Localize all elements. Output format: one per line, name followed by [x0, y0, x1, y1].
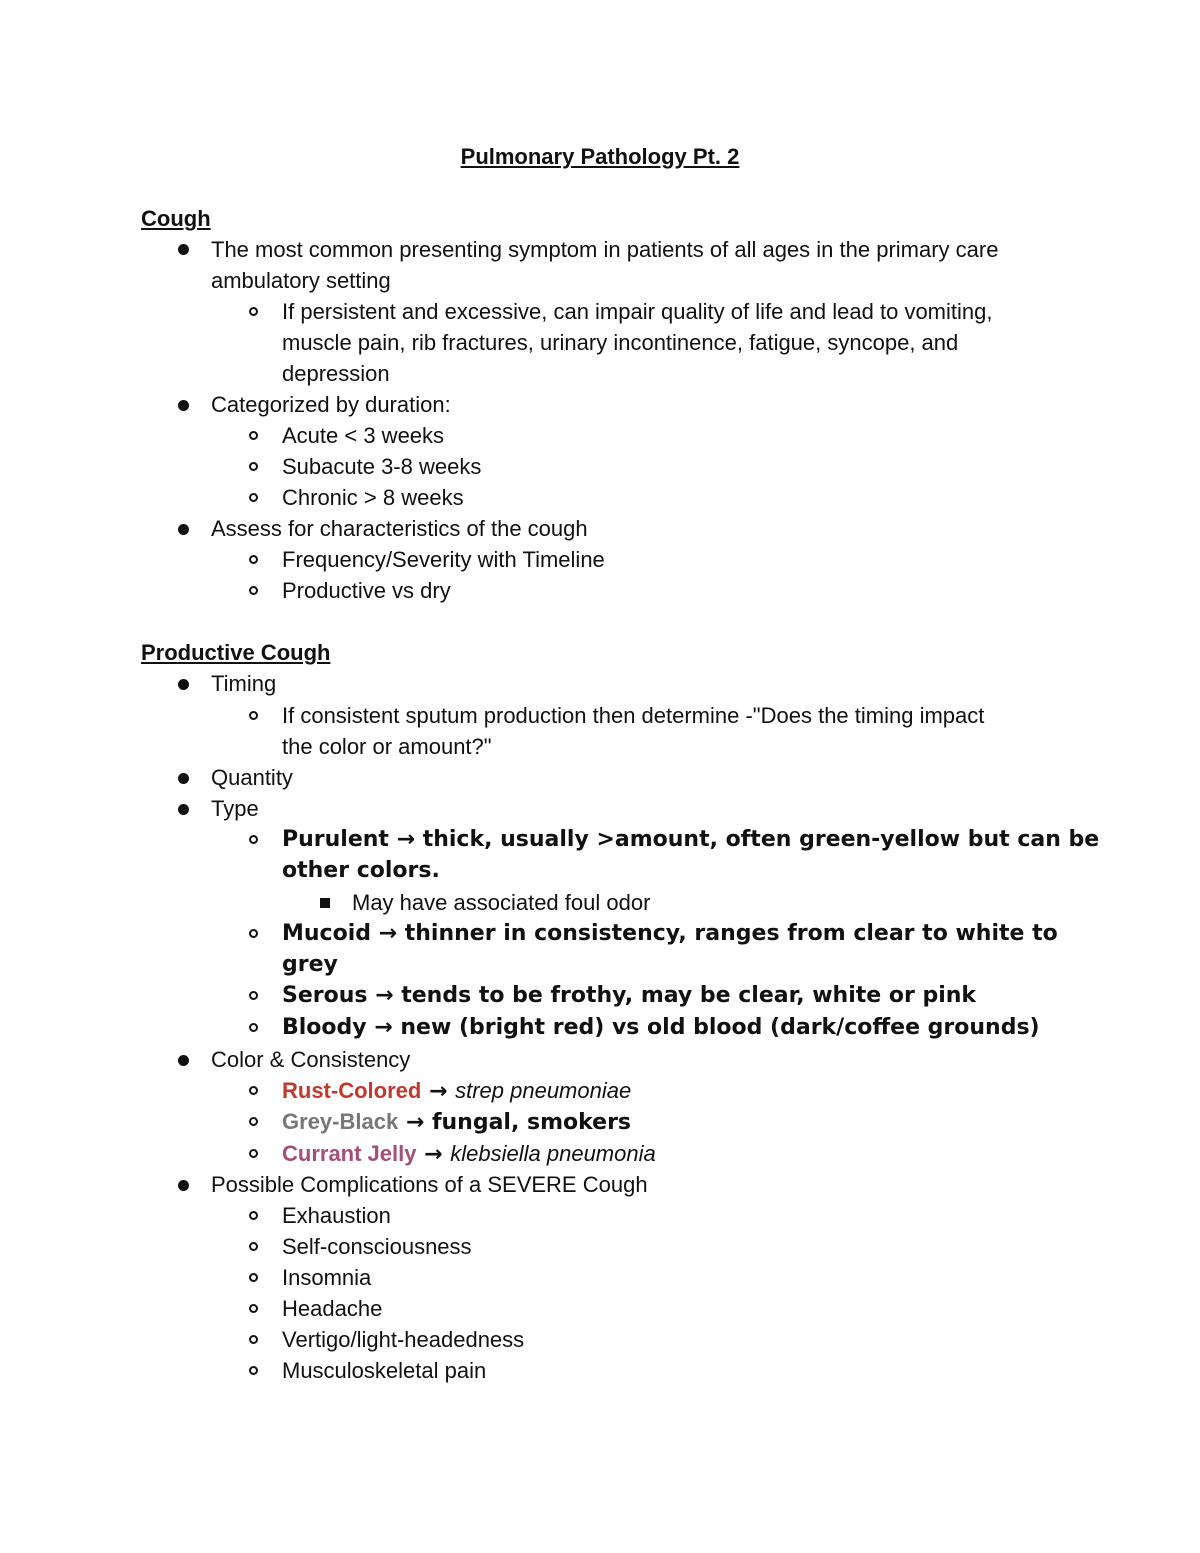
bullet-circle	[249, 1366, 258, 1375]
arrow: →	[421, 1079, 456, 1104]
bullet-circle	[249, 431, 258, 440]
section-heading-productive-cough: Productive Cough	[141, 640, 331, 665]
page-title: Pulmonary Pathology Pt. 2	[460, 144, 740, 169]
sputum-type-purulent: Purulent → thick, usually >amount, often green-yellow but can be	[282, 827, 1100, 852]
bullet-circle	[249, 1273, 258, 1282]
sub-list-item: If consistent sputum production then determine -"Does the timing impact	[282, 703, 985, 728]
bullet-circle	[249, 307, 258, 316]
bullet-circle	[249, 835, 258, 844]
list-item: Color & Consistency	[211, 1047, 411, 1072]
sub-list-item: Frequency/Severity with Timeline	[282, 547, 605, 572]
bullet-circle	[249, 1304, 258, 1313]
complication-item: Headache	[282, 1296, 383, 1321]
bullet-circle	[249, 1023, 258, 1032]
color-value-currant: klebsiella pneumonia	[450, 1141, 656, 1166]
bullet-circle	[249, 991, 258, 1000]
list-item-cont: ambulatory setting	[211, 268, 391, 293]
color-value-grey: → fungal, smokers	[398, 1110, 632, 1135]
list-item: Categorized by duration:	[211, 392, 451, 417]
sub-sub-list-item: May have associated foul odor	[352, 890, 651, 915]
complication-item: Musculoskeletal pain	[282, 1358, 487, 1383]
sub-list-item-cont: depression	[282, 361, 390, 386]
bullet-circle	[249, 1149, 258, 1158]
list-item: Quantity	[211, 765, 293, 790]
bullet-circle	[249, 929, 258, 938]
bullet-dot	[178, 1055, 189, 1066]
bullet-circle	[249, 711, 258, 720]
bullet-dot	[178, 679, 189, 690]
bullet-circle	[249, 493, 258, 502]
sub-list-item-cont: muscle pain, rib fractures, urinary incontinence, fatigue, syncope, and	[282, 330, 959, 355]
sputum-type-bloody: Bloody → new (bright red) vs old blood (dark/coffee grounds)	[282, 1015, 1040, 1040]
sub-list-item: Acute < 3 weeks	[282, 423, 445, 448]
bullet-circle	[249, 586, 258, 595]
bullet-dot	[178, 1180, 189, 1191]
list-item: Timing	[211, 671, 277, 696]
bullet-circle	[249, 555, 258, 564]
sub-list-item: Subacute 3-8 weeks	[282, 454, 482, 479]
list-item: Possible Complications of a SEVERE Cough	[211, 1172, 648, 1197]
list-item: The most common presenting symptom in patients of all ages in the primary care	[211, 237, 999, 262]
bullet-dot	[178, 804, 189, 815]
sub-list-item: Chronic > 8 weeks	[282, 485, 464, 510]
sputum-type-mucoid-cont: grey	[282, 952, 338, 977]
sub-list-item: Productive vs dry	[282, 578, 451, 603]
complication-item: Self-consciousness	[282, 1234, 472, 1259]
color-label-rust: Rust-Colored	[282, 1078, 422, 1103]
complication-item: Insomnia	[282, 1265, 372, 1290]
bullet-circle	[249, 1117, 258, 1126]
color-value-rust: strep pneumoniae	[455, 1078, 632, 1103]
bullet-circle	[249, 462, 258, 471]
bullet-dot	[178, 244, 189, 255]
sputum-type-serous: Serous → tends to be frothy, may be clear, white or pink	[282, 983, 977, 1008]
sputum-type-purulent-cont: other colors.	[282, 858, 440, 883]
color-label-currant: Currant Jelly	[282, 1141, 417, 1166]
sputum-type-mucoid: Mucoid → thinner in consistency, ranges from clear to white to	[282, 921, 1058, 946]
list-item: Assess for characteristics of the cough	[211, 516, 588, 541]
color-item-rust	[282, 1075, 631, 1107]
bullet-dot	[178, 524, 189, 535]
arrow: →	[416, 1142, 451, 1167]
color-label-grey: Grey-Black	[282, 1109, 399, 1134]
bullet-square	[320, 898, 330, 908]
bullet-dot	[178, 773, 189, 784]
complication-item: Exhaustion	[282, 1203, 391, 1228]
bullet-dot	[178, 400, 189, 411]
sub-list-item-cont: the color or amount?"	[282, 734, 492, 759]
bullet-circle	[249, 1086, 258, 1095]
bullet-circle	[249, 1211, 258, 1220]
bullet-circle	[249, 1335, 258, 1344]
bullet-circle	[249, 1242, 258, 1251]
list-item: Type	[211, 796, 259, 821]
complication-item: Vertigo/light-headedness	[282, 1327, 525, 1352]
section-heading-cough: Cough	[141, 206, 211, 231]
sub-list-item: If persistent and excessive, can impair quality of life and lead to vomiting,	[282, 299, 993, 324]
color-item-currant	[282, 1138, 656, 1170]
color-item-grey	[282, 1106, 631, 1138]
